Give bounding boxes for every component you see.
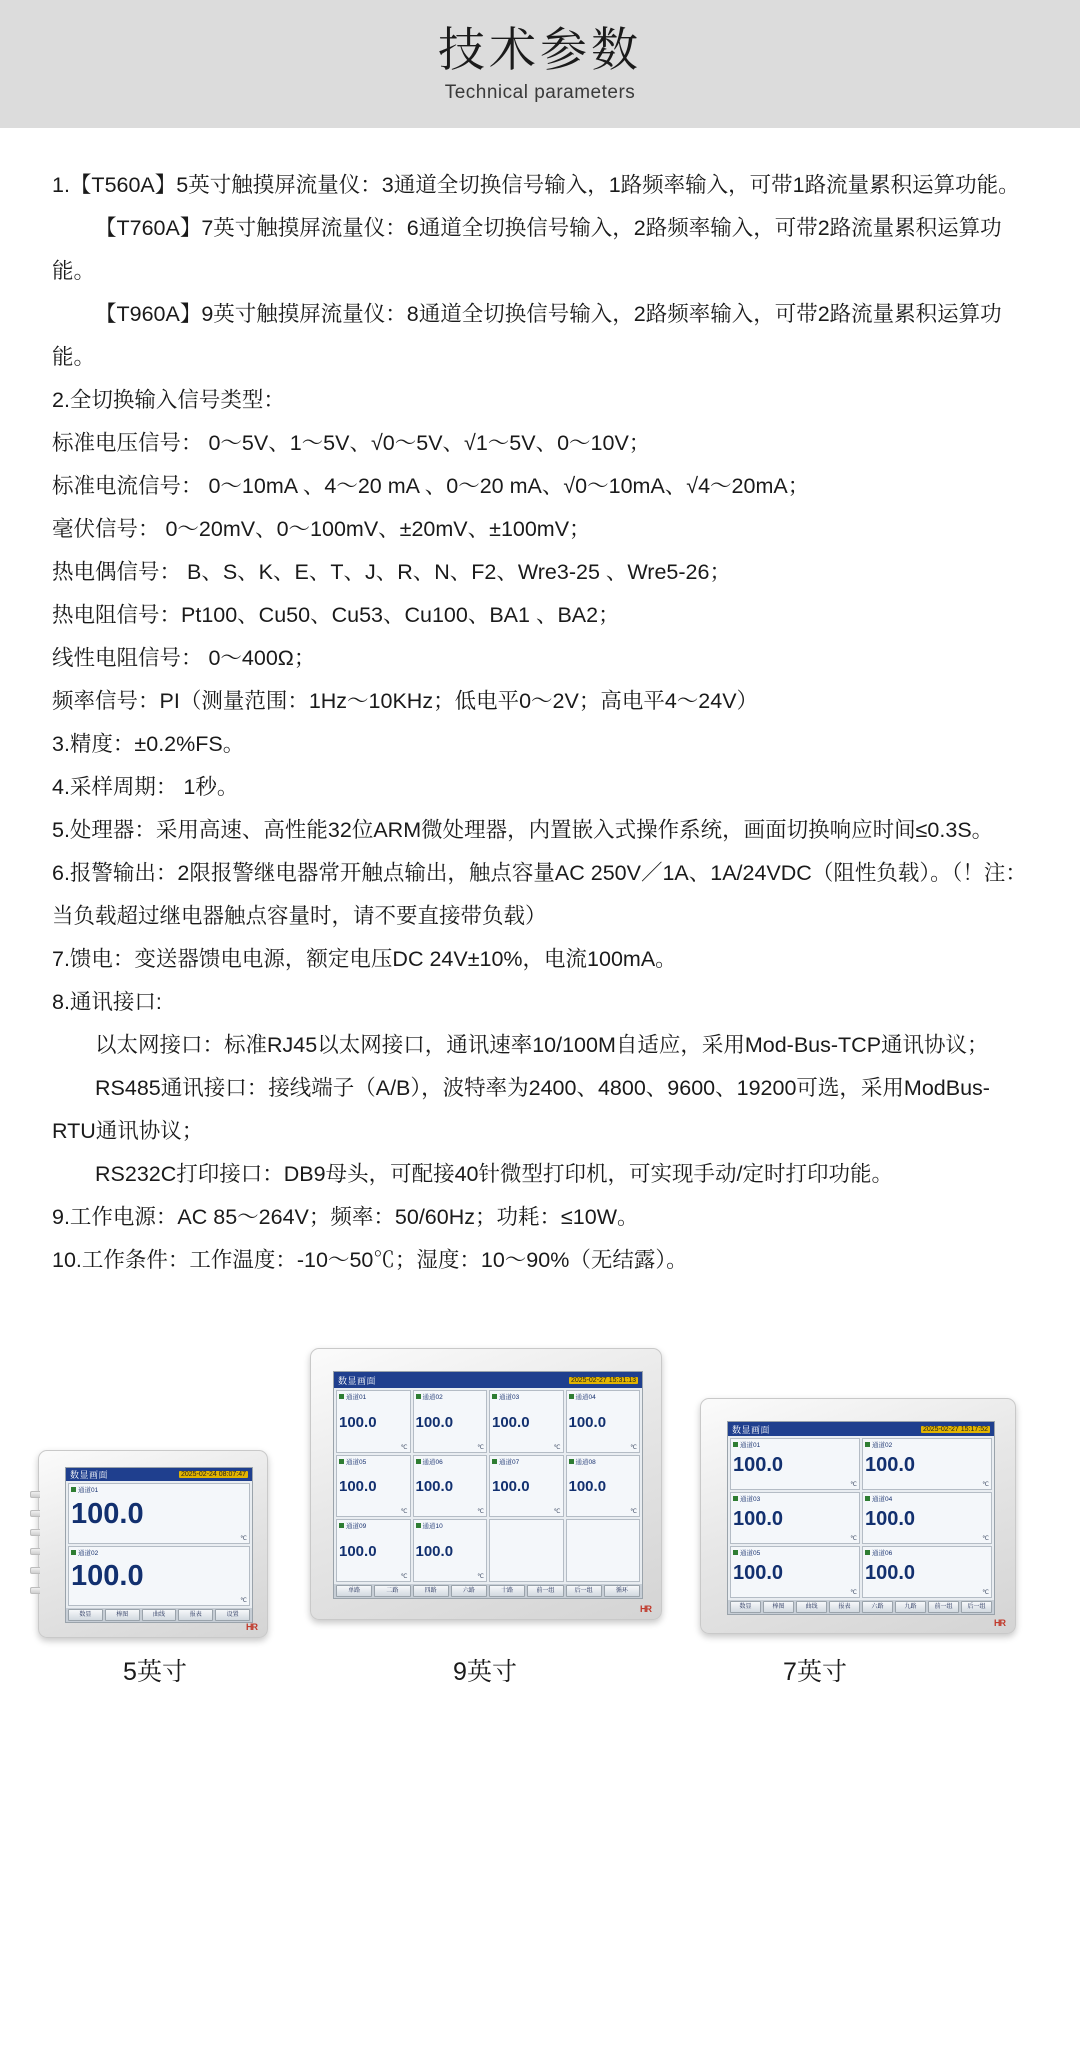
screen-button[interactable]: 九路	[895, 1601, 926, 1613]
channel-value: 100.0	[568, 1413, 607, 1431]
device-9-inch	[310, 1348, 662, 1620]
screen-button[interactable]: 曲线	[796, 1601, 827, 1613]
channel-tile[interactable]	[336, 1455, 411, 1518]
channel-grid	[336, 1390, 640, 1582]
channel-tile[interactable]	[566, 1390, 641, 1453]
channel-value: 100.0	[492, 1478, 530, 1496]
status-dot-icon	[416, 1523, 421, 1528]
channel-tile[interactable]	[413, 1455, 488, 1518]
page-title: 技术参数	[438, 23, 642, 77]
screen-button[interactable]: 棒图	[763, 1601, 794, 1613]
brand-logo: HR	[246, 1622, 257, 1632]
status-dot-icon	[492, 1394, 497, 1399]
channel-value: 100.0	[71, 1560, 144, 1593]
channel-tile[interactable]	[489, 1390, 564, 1453]
channel-value: 100.0	[733, 1454, 784, 1476]
channel-label: 通道01	[346, 1394, 367, 1401]
spec-line: 9.工作电源：AC 85～264V；频率：50/60Hz；功耗：≤10W。	[52, 1205, 639, 1229]
technical-specifications-list	[0, 128, 1080, 1282]
spec-line: 6.报警输出：2限报警继电器常开触点输出，触点容量AC 250V／1A、1A/24VDC（阻性负载）。（！注：当负载超过继电器触点容量时，请不要直接带负载）	[52, 861, 1027, 928]
status-dot-icon	[733, 1442, 738, 1447]
spec-line: 5.处理器：采用高速、高性能32位ARM微处理器，内置嵌入式操作系统，画面切换响应时间≤0.3S。	[52, 818, 994, 842]
screen-header-bar	[66, 1468, 252, 1481]
screen-button[interactable]: 十路	[489, 1585, 525, 1597]
channel-value: 100.0	[339, 1478, 377, 1496]
channel-value: 100.0	[865, 1508, 916, 1530]
device-5-inch	[38, 1450, 268, 1638]
screen-body	[66, 1481, 252, 1608]
channel-unit: ℃	[400, 1573, 408, 1580]
channel-unit: ℃	[240, 1598, 247, 1604]
channel-value: 100.0	[415, 1478, 454, 1496]
spec-line: 热电偶信号： B、S、K、E、T、J、R、N、F2、Wre3-25 、Wre5-26；	[52, 560, 731, 584]
channel-tile[interactable]	[413, 1519, 488, 1582]
spec-line: 7.馈电：变送器馈电电源，额定电压DC 24V±10%，电流100mA。	[52, 947, 677, 971]
screen-button[interactable]: 报表	[829, 1601, 860, 1613]
spec-line: 【T760A】7英寸触摸屏流量仪：6通道全切换信号输入，2路频率输入，可带2路流量累积运算功能。	[52, 216, 1002, 283]
device-9-inch-screen	[333, 1371, 643, 1599]
channel-value: 100.0	[415, 1413, 454, 1431]
spec-line: 热电阻信号：Pt100、Cu50、Cu53、Cu100、BA1 、BA2；	[52, 603, 620, 627]
screen-button[interactable]: 数显	[68, 1609, 103, 1621]
channel-tile[interactable]	[862, 1492, 992, 1544]
screen-button[interactable]: 前一组	[928, 1601, 959, 1613]
channel-label: 通道10	[422, 1523, 443, 1531]
channel-unit: ℃	[553, 1509, 561, 1516]
channel-value: 100.0	[865, 1454, 916, 1476]
device-7-inch	[700, 1398, 1016, 1634]
status-dot-icon	[865, 1550, 870, 1555]
channel-tile[interactable]	[730, 1438, 860, 1490]
spec-line: 10.工作条件：工作温度：-10～50℃；湿度：10～90%（无结露）。	[52, 1248, 688, 1272]
spec-line: 3.精度：±0.2%FS。	[52, 732, 245, 756]
channel-label: 通道08	[575, 1458, 596, 1466]
channel-label: 通道06	[422, 1458, 443, 1466]
terminal-block-icon	[30, 1484, 40, 1599]
channel-label: 通道02	[78, 1549, 99, 1557]
channel-tile[interactable]	[336, 1390, 411, 1453]
device-5-inch-screen	[65, 1467, 253, 1623]
brand-logo: HR	[994, 1618, 1005, 1628]
channel-label: 通道03	[499, 1394, 520, 1401]
channel-unit: ℃	[400, 1444, 408, 1451]
screen-header-bar	[728, 1422, 994, 1436]
channel-label: 通道05	[346, 1458, 367, 1466]
status-dot-icon	[71, 1487, 76, 1492]
status-dot-icon	[416, 1459, 421, 1464]
spec-line: 毫伏信号： 0～20mV、0～100mV、±20mV、±100mV；	[52, 517, 591, 541]
device-caption-9-inch: 9英寸	[453, 1658, 517, 1686]
channel-unit: ℃	[982, 1536, 989, 1542]
device-7-inch-screen	[727, 1421, 995, 1615]
channel-unit: ℃	[630, 1509, 637, 1516]
channel-unit: ℃	[400, 1509, 408, 1516]
channel-value: 100.0	[71, 1497, 144, 1530]
spec-line: 频率信号：PI（测量范围：1Hz～10KHz；低电平0～2V；高电平4～24V）	[52, 689, 759, 713]
screen-button[interactable]: 曲线	[142, 1609, 177, 1621]
screen-body	[334, 1388, 642, 1584]
product-photo-row	[0, 1300, 1080, 1730]
brand-logo: HR	[640, 1604, 651, 1614]
screen-timestamp: 2025-02-24 08:07:47	[181, 1471, 246, 1478]
device-caption-7-inch: 7英寸	[783, 1658, 847, 1686]
spec-line: 2.全切换输入信号类型：	[52, 388, 285, 412]
channel-label: 通道04	[872, 1496, 893, 1503]
screen-title: 数显画面	[70, 1470, 109, 1480]
channel-value: 100.0	[865, 1562, 916, 1584]
channel-unit: ℃	[630, 1444, 637, 1451]
status-dot-icon	[339, 1394, 344, 1399]
channel-tile[interactable]	[489, 1455, 564, 1518]
page-subtitle: Technical parameters	[444, 81, 636, 103]
screen-button[interactable]: 循环	[604, 1585, 640, 1597]
status-dot-icon	[865, 1496, 870, 1501]
channel-tile[interactable]	[68, 1483, 250, 1544]
screen-button[interactable]: 后一组	[566, 1585, 602, 1597]
screen-button[interactable]: 报表	[178, 1609, 213, 1621]
spec-line: 以太网接口：标准RJ45以太网接口，通讯速率10/100M自适应，采用Mod-Bus-TCP通讯协议；	[95, 1033, 989, 1057]
channel-unit: ℃	[982, 1482, 989, 1488]
channel-unit: ℃	[477, 1444, 484, 1451]
channel-grid	[68, 1483, 250, 1606]
screen-timestamp: 2025-02-27 15:17:52	[923, 1425, 988, 1433]
channel-unit: ℃	[477, 1509, 484, 1516]
channel-label: 通道09	[346, 1523, 367, 1531]
spec-line: RS232C打印接口：DB9母头，可配接40针微型打印机，可实现手动/定时打印功能。	[95, 1162, 893, 1186]
spec-line: 线性电阻信号： 0～400Ω；	[52, 646, 316, 670]
page-header-banner	[0, 0, 1080, 128]
screen-button-bar	[334, 1584, 642, 1598]
status-dot-icon	[865, 1442, 870, 1447]
status-dot-icon	[733, 1496, 738, 1501]
channel-tile[interactable]	[862, 1438, 992, 1490]
channel-label: 通道02	[872, 1442, 893, 1449]
status-dot-icon	[71, 1550, 76, 1555]
screen-button[interactable]: 数显	[730, 1601, 761, 1613]
spec-line: RS485通讯接口：接线端子（A/B），波特率为2400、4800、9600、19200可选，采用ModBus-RTU通讯协议；	[52, 1076, 990, 1143]
screen-timestamp: 2025-02-27 15:31:13	[571, 1376, 636, 1384]
spec-line: 标准电流信号： 0～10mA 、4～20 mA 、0～20 mA、√0～10mA、√4～20mA；	[52, 474, 810, 498]
screen-button-bar	[728, 1600, 994, 1614]
channel-grid	[730, 1438, 992, 1598]
screen-button[interactable]: 前一组	[527, 1585, 563, 1597]
channel-value: 100.0	[568, 1478, 607, 1496]
channel-unit: ℃	[850, 1482, 857, 1488]
screen-header-bar	[334, 1372, 642, 1388]
spec-line: 1.【T560A】5英寸触摸屏流量仪：3通道全切换信号输入，1路频率输入，可带1路流量累积运算功能。	[52, 173, 1020, 197]
screen-button[interactable]: 二路	[374, 1585, 410, 1597]
status-dot-icon	[339, 1523, 344, 1528]
screen-title: 数显画面	[338, 1375, 377, 1386]
channel-value: 100.0	[733, 1508, 784, 1530]
channel-tile[interactable]	[566, 1455, 641, 1518]
status-dot-icon	[733, 1550, 738, 1555]
channel-label: 通道01	[78, 1487, 99, 1494]
channel-label: 通道02	[422, 1394, 443, 1401]
channel-tile[interactable]	[730, 1546, 860, 1598]
spec-line: 标准电压信号： 0～5V、1～5V、√0～5V、√1～5V、0～10V；	[52, 431, 651, 455]
status-dot-icon	[569, 1459, 574, 1464]
channel-unit: ℃	[850, 1536, 857, 1542]
screen-button[interactable]: 六路	[862, 1601, 893, 1613]
channel-tile[interactable]	[730, 1492, 860, 1544]
channel-tile-empty	[489, 1519, 564, 1582]
screen-body	[728, 1436, 994, 1600]
status-dot-icon	[492, 1459, 497, 1464]
channel-tile[interactable]	[862, 1546, 992, 1598]
screen-button-bar	[66, 1608, 252, 1622]
screen-button[interactable]: 四路	[413, 1585, 449, 1597]
channel-value: 100.0	[339, 1413, 377, 1431]
spec-line: 4.采样周期： 1秒。	[52, 775, 239, 799]
screen-title: 数显画面	[732, 1424, 771, 1435]
channel-label: 通道01	[740, 1442, 761, 1449]
spec-line: 8.通讯接口:	[52, 990, 162, 1014]
channel-unit: ℃	[240, 1535, 247, 1542]
channel-tile[interactable]	[413, 1390, 488, 1453]
status-dot-icon	[416, 1394, 421, 1399]
status-dot-icon	[569, 1394, 574, 1399]
screen-button[interactable]: 单路	[336, 1585, 372, 1597]
channel-tile[interactable]	[336, 1519, 411, 1582]
channel-label: 通道07	[499, 1458, 520, 1466]
channel-label: 通道06	[872, 1550, 893, 1557]
device-caption-5-inch: 5英寸	[123, 1658, 187, 1686]
channel-value: 100.0	[339, 1543, 377, 1561]
screen-button[interactable]: 设置	[215, 1609, 250, 1621]
channel-label: 通道04	[575, 1394, 596, 1401]
status-dot-icon	[339, 1459, 344, 1464]
channel-unit: ℃	[553, 1444, 561, 1451]
screen-button[interactable]: 六路	[451, 1585, 487, 1597]
channel-value: 100.0	[733, 1562, 784, 1584]
spec-line: 【T960A】9英寸触摸屏流量仪：8通道全切换信号输入，2路频率输入，可带2路流量累积运算功能。	[52, 302, 1002, 369]
channel-label: 通道05	[740, 1550, 761, 1557]
channel-tile[interactable]	[68, 1546, 250, 1607]
channel-unit: ℃	[850, 1590, 857, 1596]
screen-button[interactable]: 后一组	[961, 1601, 992, 1613]
channel-unit: ℃	[477, 1573, 484, 1580]
channel-value: 100.0	[492, 1413, 530, 1431]
screen-button[interactable]: 棒图	[105, 1609, 140, 1621]
channel-value: 100.0	[415, 1543, 454, 1561]
channel-unit: ℃	[982, 1590, 989, 1596]
channel-label: 通道03	[740, 1496, 761, 1503]
channel-tile-empty	[566, 1519, 641, 1582]
